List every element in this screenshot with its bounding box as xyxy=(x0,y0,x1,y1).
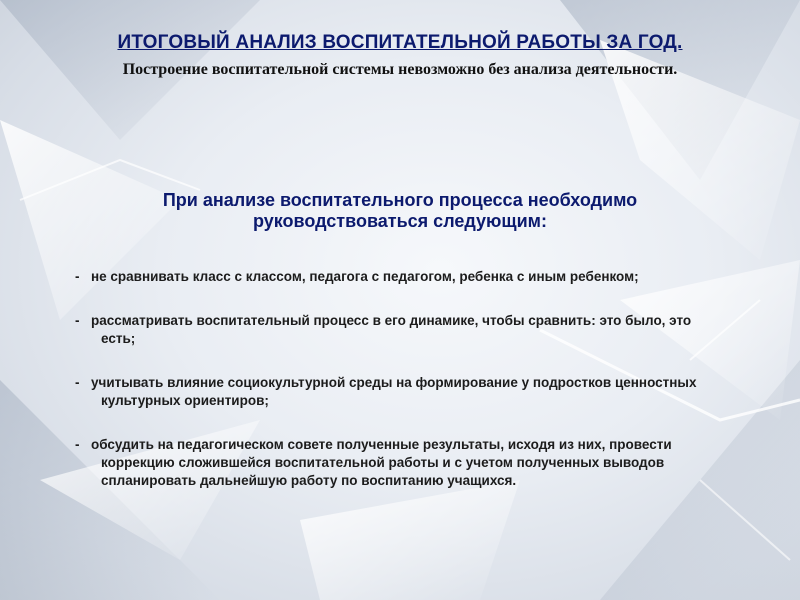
list-item xyxy=(75,312,715,348)
list-item-text: учитывать влияние социокультурной среды на формирование у подростков ценностных культурных ориентиров; xyxy=(91,375,697,408)
list-item-text: не сравнивать класс с классом, педагога с педагогом, ребенка с иным ребенком; xyxy=(91,269,639,284)
list-item xyxy=(75,374,715,410)
list-item-text: обсудить на педагогическом совете полученные результаты, исходя из них, провести коррекцию сложившейся воспитательной работы и с учетом полученных выводов спланировать дальнейшую работу по воспитанию учащихся. xyxy=(91,437,672,488)
bullet-marker: - xyxy=(75,375,80,390)
list-item xyxy=(75,268,715,286)
section-heading: При анализе воспитательного процесса необходимо руководствоваться следующим: xyxy=(162,190,638,231)
bullet-marker: - xyxy=(75,269,80,284)
bullet-marker: - xyxy=(75,313,80,328)
list-item xyxy=(75,436,715,490)
slide-title: ИТОГОВЫЙ АНАЛИЗ ВОСПИТАТЕЛЬНОЙ РАБОТЫ ЗА ГОД. xyxy=(117,32,683,53)
slide-subtitle: Построение воспитательной системы невозможно без анализа деятельности. xyxy=(122,61,678,78)
bullet-list xyxy=(75,268,715,516)
bullet-marker: - xyxy=(75,437,80,452)
list-item-text: рассматривать воспитательный процесс в его динамике, чтобы сравнить: это было, это есть; xyxy=(91,313,692,346)
